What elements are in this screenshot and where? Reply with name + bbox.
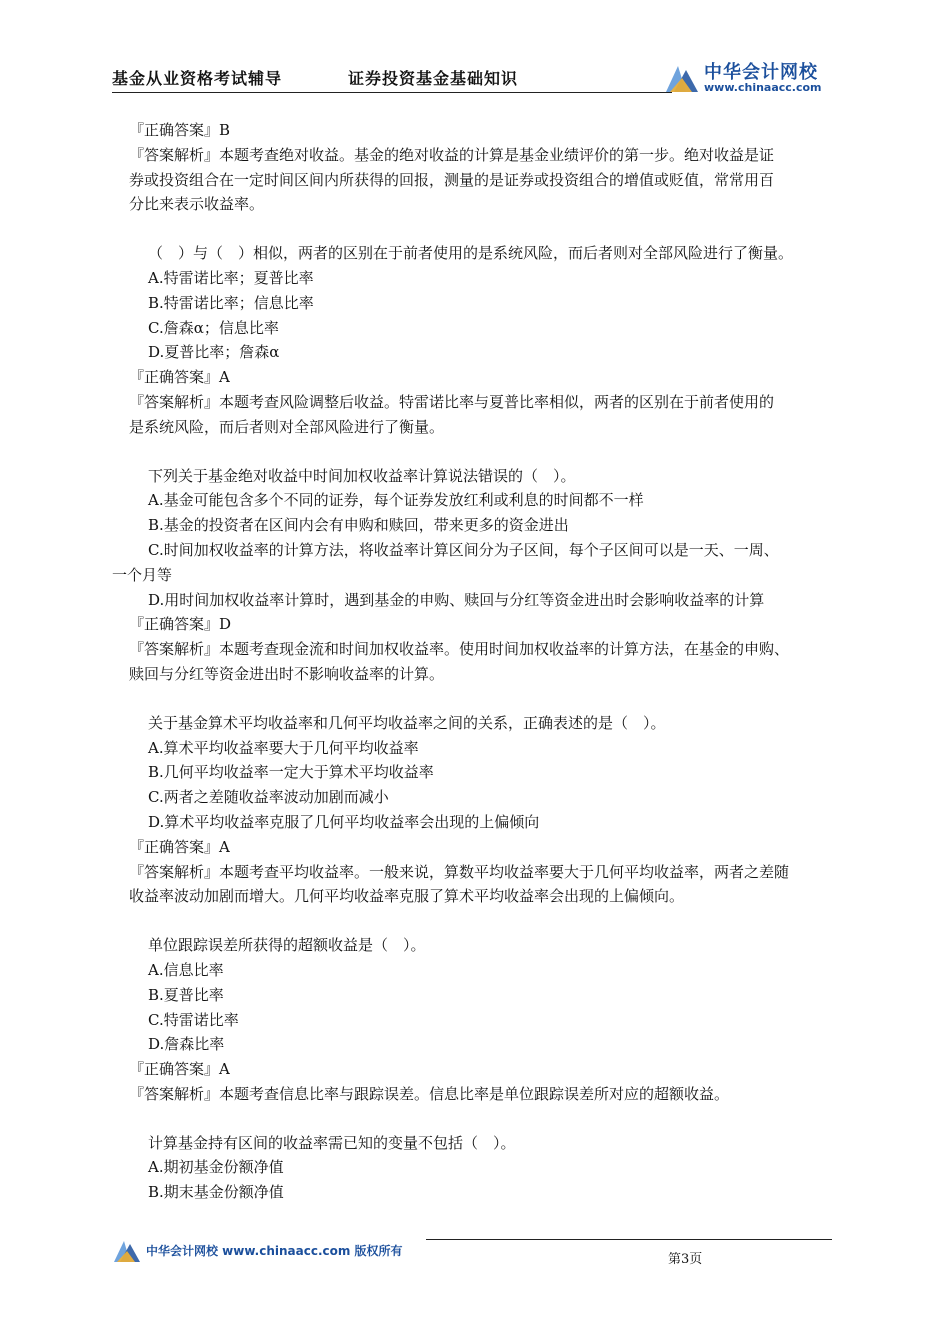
page-number: 第3页 [668,1252,703,1267]
question-stem: 单位跟踪误差所获得的超额收益是（ ）。 [148,936,426,955]
logo-url: www.chinaacc.com [704,81,822,94]
logo-triangle-icon [664,62,700,94]
option-c: C.两者之差随收益率波动加剧而减小 [148,788,389,807]
option-b: B.基金的投资者在区间内会有申购和赎回，带来更多的资金进出 [148,516,569,535]
option-d: D.用时间加权收益率计算时，遇到基金的申购、赎回与分红等资金进出时会影响收益率的计算 [148,590,765,609]
explanation-line: 『答案解析』本题考查信息比率与跟踪误差。信息比率是单位跟踪误差所对应的超额收益。 [129,1084,730,1103]
explanation-line: 券或投资组合在一定时间区间内所获得的回报，测量的是证券或投资组合的增值或贬值，常常用百 [129,170,775,189]
spacer [112,909,840,933]
header-course-title: 基金从业资格考试辅导 [112,69,283,88]
header-rule [112,92,672,93]
page-footer [112,1234,837,1274]
question-stem: 计算基金持有区间的收益率需已知的变量不包括（ ）。 [148,1133,516,1152]
option-c-continued: 一个月等 [112,565,173,584]
option-a: A.算术平均收益率要大于几何平均收益率 [148,738,419,757]
answer-line: 『正确答案』A [129,837,230,856]
document-body [112,118,840,1205]
explanation-line: 『答案解析』本题考查平均收益率。一般来说，算数平均收益率要大于几何平均收益率，两者之差随 [129,862,790,881]
page-header [112,56,837,102]
explanation-line: 分比来表示收益率。 [129,195,265,214]
answer-line: 『正确答案』B [129,121,231,139]
answer-line: 『正确答案』D [129,615,232,634]
option-c: C.詹森α；信息比率 [148,318,279,337]
explanation-line: 收益率波动加剧而增大。几何平均收益率克服了算术平均收益率会出现的上偏倾向。 [129,887,685,906]
option-a: A.期初基金份额净值 [148,1158,284,1177]
option-c: C.时间加权收益率的计算方法，将收益率计算区间分为子区间，每个子区间可以是一天、一周、 [148,540,779,559]
option-d: D.算术平均收益率克服了几何平均收益率会出现的上偏倾向 [148,812,540,831]
option-c: C.特雷诺比率 [148,1010,239,1029]
footer-rule [426,1239,832,1240]
header-subject-title: 证券投资基金基础知识 [348,69,519,88]
option-d: D.夏普比率；詹森α [148,343,280,362]
question-stem: （ ）与（ ）相似，两者的区别在于前者使用的是系统风险，而后者则对全部风险进行了衡量。 [148,244,794,263]
explanation-line: 『答案解析』本题考查绝对收益。基金的绝对收益的计算是基金业绩评价的第一步。绝对收益是证 [129,145,775,164]
question-stem: 关于基金算术平均收益率和几何平均收益率之间的关系，正确表述的是（ ）。 [148,713,666,732]
option-a: A.信息比率 [148,960,224,979]
option-a: A.特雷诺比率；夏普比率 [148,268,314,287]
explanation-line: 『答案解析』本题考查风险调整后收益。特雷诺比率与夏普比率相似，两者的区别在于前者使用的 [129,392,775,411]
logo-title: 中华会计网校 [704,62,818,83]
answer-line: 『正确答案』A [129,1060,230,1079]
option-b: B.期末基金份额净值 [148,1183,284,1202]
footer-logo-icon [112,1238,142,1264]
spacer [112,687,840,711]
explanation-line: 『答案解析』本题考查现金流和时间加权收益率。使用时间加权收益率的计算方法，在基金的申购、 [129,640,790,659]
option-b: B.夏普比率 [148,985,224,1004]
option-d: D.詹森比率 [148,1035,225,1054]
footer-copyright: 中华会计网校 www.chinaacc.com 版权所有 [146,1244,403,1258]
question-stem: 下列关于基金绝对收益中时间加权收益率计算说法错误的（ ）。 [148,466,576,485]
spacer [112,440,840,464]
chinaacc-logo [664,56,839,100]
option-b: B.几何平均收益率一定大于算术平均收益率 [148,763,434,782]
explanation-line: 赎回与分红等资金进出时不影响收益率的计算。 [129,664,445,683]
option-a: A.基金可能包含多个不同的证券，每个证券发放红利或利息的时间都不一样 [148,491,644,510]
spacer [112,217,840,241]
option-b: B.特雷诺比率；信息比率 [148,293,314,312]
explanation-line: 是系统风险，而后者则对全部风险进行了衡量。 [129,417,445,436]
answer-line: 『正确答案』A [129,368,230,387]
spacer [112,1107,840,1131]
